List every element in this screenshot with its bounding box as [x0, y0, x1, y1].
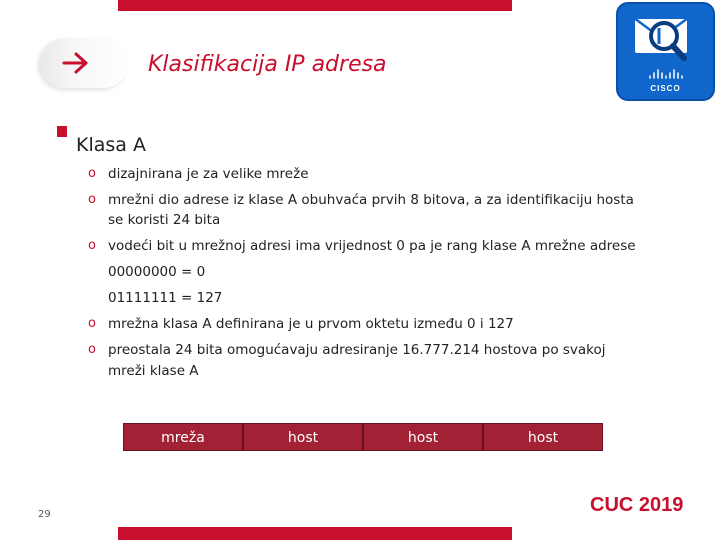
bullet-marker: o: [88, 166, 96, 181]
octet-host-cell: host: [483, 423, 603, 451]
arrow-right-icon: [62, 51, 90, 75]
page-title: Klasifikacija IP adresa: [148, 52, 387, 77]
section-title: Klasa A: [76, 134, 146, 156]
cisco-logo: [616, 2, 715, 101]
top-accent-bar: [118, 0, 512, 11]
bullet-2-line-1: mrežni dio adrese iz klase A obuhvaća prvih 8 bitova, a za identifikaciju hosta: [108, 192, 634, 208]
bullet-3-line-3: 01111111 = 127: [108, 290, 223, 306]
bullet-3-line-1: vodeći bit u mrežnoj adresi ima vrijednost 0 pa je rang klase A mrežne adrese: [108, 238, 636, 254]
bullet-1-line-1: dizajnirana je za velike mreže: [108, 166, 309, 182]
bullet-5-line-2: mreži klase A: [108, 363, 199, 379]
octet-host-cell: host: [243, 423, 363, 451]
bullet-2-line-2: se koristi 24 bita: [108, 212, 221, 228]
section-bullet-square: [57, 126, 67, 137]
bullet-3-line-2: 00000000 = 0: [108, 264, 206, 280]
footer-tag: CUC 2019: [590, 494, 684, 516]
bullet-marker: o: [88, 316, 96, 331]
octet-host-cell: host: [363, 423, 483, 451]
octet-network-cell: mreža: [123, 423, 243, 451]
arrow-badge: [40, 38, 128, 88]
bullet-marker: o: [88, 238, 96, 253]
envelope-magnifier-icon: [618, 4, 713, 82]
bullet-4-line-1: mrežna klasa A definirana je u prvom oktetu između 0 i 127: [108, 316, 514, 332]
page-number: 29: [38, 509, 51, 520]
bottom-accent-bar: [118, 527, 512, 540]
bullet-marker: o: [88, 342, 96, 357]
cisco-logo-text: CISCO: [650, 84, 681, 93]
bullet-5-line-1: preostala 24 bita omogućavaju adresiranje 16.777.214 hostova po svakoj: [108, 342, 606, 358]
bullet-marker: o: [88, 192, 96, 207]
